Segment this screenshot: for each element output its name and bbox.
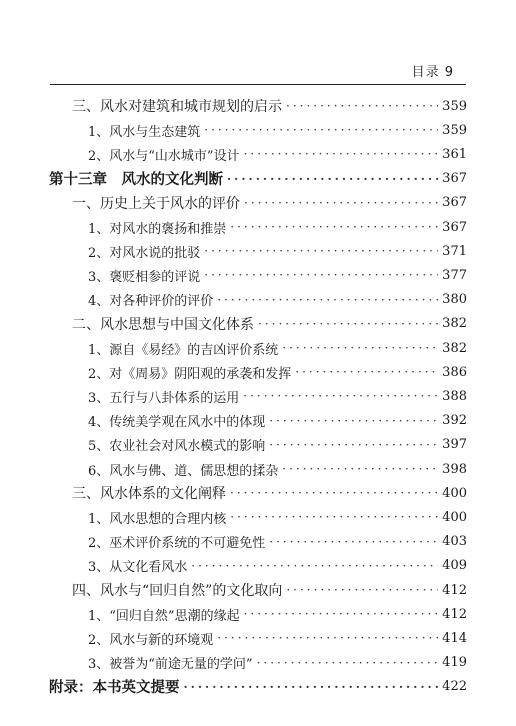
- toc-entry[interactable]: [88, 456, 467, 482]
- toc-entry[interactable]: [72, 311, 467, 337]
- toc-entry[interactable]: [88, 117, 467, 143]
- entry-title: 1、风水与生态建筑: [88, 124, 201, 140]
- leader-dots: [286, 583, 438, 597]
- entry-title: 1、源自《易经》的吉凶评价系统: [88, 342, 279, 358]
- toc-entry[interactable]: [88, 553, 467, 579]
- leader-dots: [230, 220, 438, 234]
- entry-title: 2、对《周易》阴阳观的承袭和发挥: [88, 366, 292, 382]
- toc-entry[interactable]: [49, 674, 467, 700]
- entry-page: 371: [442, 243, 467, 259]
- entry-title: 6、风水与佛、道、儒思想的揉杂: [88, 463, 279, 479]
- leader-dots: [184, 680, 439, 694]
- entry-page: 414: [442, 630, 467, 646]
- entry-page: 422: [442, 679, 467, 695]
- header-text: 目录 9: [411, 65, 454, 80]
- entry-page: 382: [442, 340, 467, 356]
- entry-page: 377: [442, 267, 467, 283]
- leader-dots: [295, 365, 438, 379]
- toc-entry[interactable]: [88, 287, 467, 313]
- toc-entry[interactable]: [88, 359, 467, 385]
- entry-page: 367: [442, 219, 467, 235]
- entry-title: 2、风水与“山水城市”设计: [88, 148, 240, 164]
- entry-title: 5、农业社会对风水模式的影响: [88, 439, 266, 455]
- entry-page: 361: [442, 146, 467, 162]
- leader-dots: [282, 341, 438, 355]
- leader-dots: [244, 607, 439, 621]
- entry-page: 359: [442, 98, 467, 114]
- toc-entry[interactable]: [72, 93, 467, 119]
- toc-entry[interactable]: [88, 650, 467, 676]
- toc-entry[interactable]: [88, 625, 467, 651]
- toc-entry[interactable]: [88, 214, 467, 240]
- leader-dots: [217, 631, 438, 645]
- entry-page: 386: [442, 364, 467, 380]
- toc-entry[interactable]: [88, 335, 467, 361]
- entry-page: 382: [442, 316, 467, 332]
- entry-title: 三、风水体系的文化阐释: [72, 486, 226, 503]
- leader-dots: [286, 99, 438, 113]
- toc-entry[interactable]: [88, 408, 467, 434]
- entry-title: 3、被誉为“前途无量的学问”: [88, 657, 253, 673]
- entry-page: 403: [442, 534, 467, 550]
- entry-title: 三、风水对建筑和城市规划的启示: [72, 99, 282, 115]
- leader-dots: [230, 510, 438, 524]
- leader-dots: [269, 438, 438, 452]
- entry-page: 398: [442, 461, 467, 477]
- entry-title: 3、褒贬相参的评说: [88, 269, 201, 285]
- entry-title: 3、五行与八卦体系的运用: [88, 390, 240, 406]
- leader-dots: [204, 268, 438, 282]
- entry-title: 2、风水与新的环境观: [88, 632, 214, 648]
- entry-page: 409: [442, 558, 467, 574]
- toc-entry[interactable]: [88, 238, 467, 264]
- entry-page: 397: [442, 437, 467, 453]
- entry-page: 400: [442, 485, 467, 501]
- leader-dots: [217, 293, 438, 307]
- entry-title: 二、风水思想与中国文化体系: [72, 316, 254, 333]
- leader-dots: [191, 559, 438, 573]
- toc-entry[interactable]: [72, 190, 467, 216]
- leader-dots: [243, 389, 438, 403]
- leader-dots: [258, 317, 438, 331]
- entry-page: 392: [442, 413, 467, 429]
- toc-entry[interactable]: [88, 601, 467, 627]
- toc-entry[interactable]: [88, 141, 467, 167]
- leader-dots: [269, 414, 438, 428]
- entry-page: 367: [442, 171, 467, 187]
- entry-title: 2、对风水说的批驳: [88, 245, 201, 261]
- toc-entry[interactable]: [72, 480, 467, 506]
- toc-entry[interactable]: [88, 262, 467, 288]
- entry-page: 367: [442, 195, 467, 211]
- leader-dots: [269, 535, 438, 549]
- leader-dots: [227, 172, 438, 186]
- entry-title: 第十三章 风水的文化判断: [49, 171, 223, 189]
- entry-page: 388: [442, 388, 467, 404]
- toc-entry[interactable]: [88, 504, 467, 530]
- leader-dots: [282, 462, 438, 476]
- leader-dots: [204, 123, 438, 137]
- entry-title: 1、“回归自然”思潮的缘起: [88, 608, 240, 624]
- entry-title: 一、历史上关于风水的评价: [72, 195, 240, 212]
- entry-page: 412: [442, 582, 467, 598]
- entry-page: 412: [442, 606, 467, 622]
- entry-title: 附录：本书英文提要: [49, 679, 180, 697]
- entry-title: 4、传统美学观在风水中的体现: [88, 415, 266, 431]
- toc-entry[interactable]: [88, 529, 467, 555]
- leader-dots: [257, 656, 439, 670]
- entry-title: 1、对风水的褒扬和推崇: [88, 221, 227, 237]
- entry-title: 2、巫术评价系统的不可避免性: [88, 536, 266, 552]
- entry-page: 400: [442, 509, 467, 525]
- entry-page: 380: [442, 292, 467, 308]
- entry-title: 1、风水思想的合理内核: [88, 511, 227, 527]
- toc-entry[interactable]: [88, 383, 467, 409]
- entry-title: 四、风水与“回归自然”的文化取向: [72, 583, 283, 599]
- leader-dots: [244, 147, 439, 161]
- leader-dots: [230, 486, 438, 500]
- entry-page: 359: [442, 122, 467, 138]
- entry-page: 419: [442, 655, 467, 671]
- toc-entry[interactable]: [88, 432, 467, 458]
- leader-dots: [244, 196, 438, 210]
- running-header: [50, 58, 466, 85]
- toc-entry[interactable]: [49, 166, 467, 192]
- entry-title: 4、对各种评价的评价: [88, 294, 214, 310]
- toc-entry[interactable]: [72, 577, 467, 603]
- leader-dots: [204, 244, 438, 258]
- entry-title: 3、从文化看风水: [88, 560, 188, 576]
